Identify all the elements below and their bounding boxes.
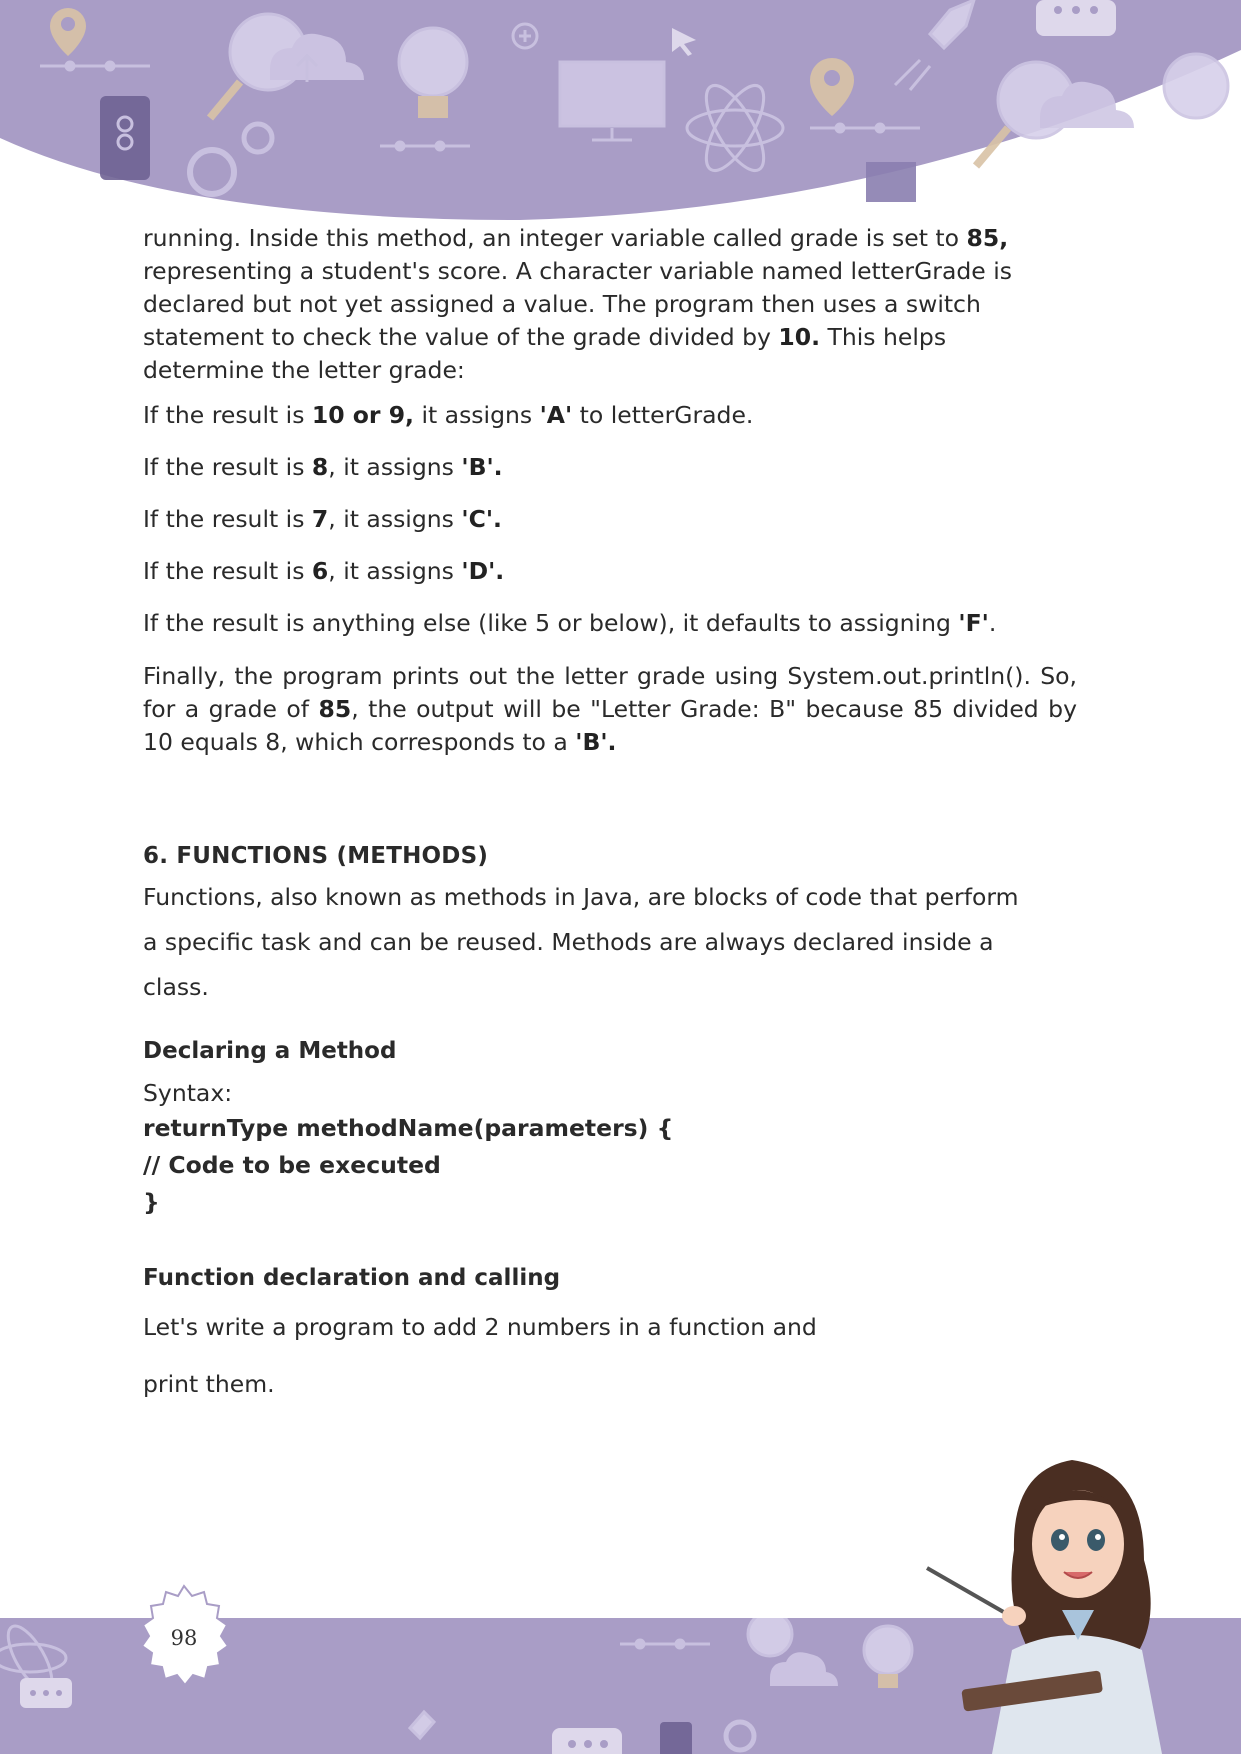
chat-bubble-icon xyxy=(552,1728,622,1754)
magnifier-icon xyxy=(748,1618,792,1656)
page-number-badge xyxy=(128,1582,240,1694)
grade-rule xyxy=(143,451,1077,484)
description-line: class. xyxy=(143,973,209,1001)
text-segment: If the result is xyxy=(143,401,312,429)
phone-chain-icon xyxy=(660,1722,692,1754)
bold-text: 7 xyxy=(311,505,329,533)
description-line: a specific task and can be reused. Methods are always declared inside a xyxy=(143,928,994,956)
function-declaration-text xyxy=(143,1311,1077,1401)
text-segment: running. Inside this method, an integer variable called grade is set to xyxy=(143,224,967,252)
bold-text: 'B'. xyxy=(575,728,617,756)
text-segment: , it assigns xyxy=(328,453,462,481)
code-line: // Code to be executed xyxy=(143,1151,441,1179)
text-segment: If the result is xyxy=(143,557,312,585)
conclusion-paragraph xyxy=(143,660,1077,759)
description-line: Functions, also known as methods in Java, are blocks of code that perform xyxy=(143,883,1019,911)
bold-text: 'A' xyxy=(539,401,573,429)
intro-paragraph xyxy=(143,222,1077,387)
phone-chain-icon xyxy=(100,96,150,180)
grade-rule xyxy=(143,607,1077,640)
grade-rule xyxy=(143,399,1077,432)
text-segment: representing a student's score. A character variable named letterGrade is xyxy=(143,257,1012,285)
text-segment: statement to check the value of the grade divided by xyxy=(143,323,779,351)
bold-text: 'F' xyxy=(958,609,989,637)
grade-rule xyxy=(143,555,1077,588)
intro-line xyxy=(143,288,1077,321)
text-segment: , it assigns xyxy=(328,505,462,533)
bold-text: 'B'. xyxy=(461,453,503,481)
header-decoration xyxy=(0,0,1241,230)
code-line: returnType methodName(parameters) { xyxy=(143,1114,674,1142)
bold-text: 10. xyxy=(778,323,821,351)
text-segment: to letterGrade. xyxy=(572,401,754,429)
text-segment: This helps xyxy=(820,323,947,351)
lightbulb-icon xyxy=(1164,54,1228,118)
text-segment: it assigns xyxy=(413,401,540,429)
text-segment: If the result is xyxy=(143,505,312,533)
grade-rules-list xyxy=(143,399,1077,640)
bold-text: 10 or 9, xyxy=(311,401,414,429)
function-text-line: print them. xyxy=(143,1370,275,1398)
declaring-method-heading: Declaring a Method xyxy=(143,1038,397,1064)
bold-text: 85 xyxy=(318,695,352,723)
function-declaration-heading: Function declaration and calling xyxy=(143,1265,561,1291)
bold-text: 'D'. xyxy=(461,557,505,585)
bold-text: 'C'. xyxy=(461,505,502,533)
text-segment: declared but not yet assigned a value. The program then uses a switch xyxy=(143,290,981,318)
intro-line xyxy=(143,255,1077,288)
function-text-line: Let's write a program to add 2 numbers in a function and xyxy=(143,1313,817,1341)
page-content xyxy=(143,222,1077,1401)
grade-rule xyxy=(143,503,1077,536)
teacher-character-illustration xyxy=(922,1440,1241,1754)
text-segment: Finally, the program prints out the letter grade using System.out.println(). So, for a grade of xyxy=(143,662,1077,723)
bold-text: 85, xyxy=(966,224,1009,252)
text-segment: , the output will be "Letter Grade: B" because 85 divided by 10 equals 8, which corresponds to a xyxy=(143,695,1077,756)
bold-text: 8 xyxy=(311,453,329,481)
code-line: } xyxy=(143,1188,160,1216)
text-segment: determine the letter grade: xyxy=(143,356,465,384)
text-segment: If the result is anything else (like 5 or below), it defaults to assigning xyxy=(143,609,959,637)
section-description xyxy=(143,875,1077,1010)
text-segment: , it assigns xyxy=(328,557,462,585)
book-icon xyxy=(866,162,916,202)
intro-line xyxy=(143,321,1077,354)
intro-line xyxy=(143,354,1077,387)
page-number: 98 xyxy=(170,1626,198,1650)
method-syntax-code xyxy=(143,1110,1077,1221)
intro-line xyxy=(143,222,1077,255)
syntax-label: Syntax: xyxy=(143,1079,233,1107)
chat-bubble-icon xyxy=(1036,0,1116,36)
text-segment: If the result is xyxy=(143,453,312,481)
section-heading: 6. FUNCTIONS (METHODS) xyxy=(143,843,489,869)
chat-bubble-icon xyxy=(20,1678,72,1708)
bold-text: 6 xyxy=(311,557,329,585)
pen-icon xyxy=(927,1568,1014,1618)
text-segment: . xyxy=(988,609,997,637)
